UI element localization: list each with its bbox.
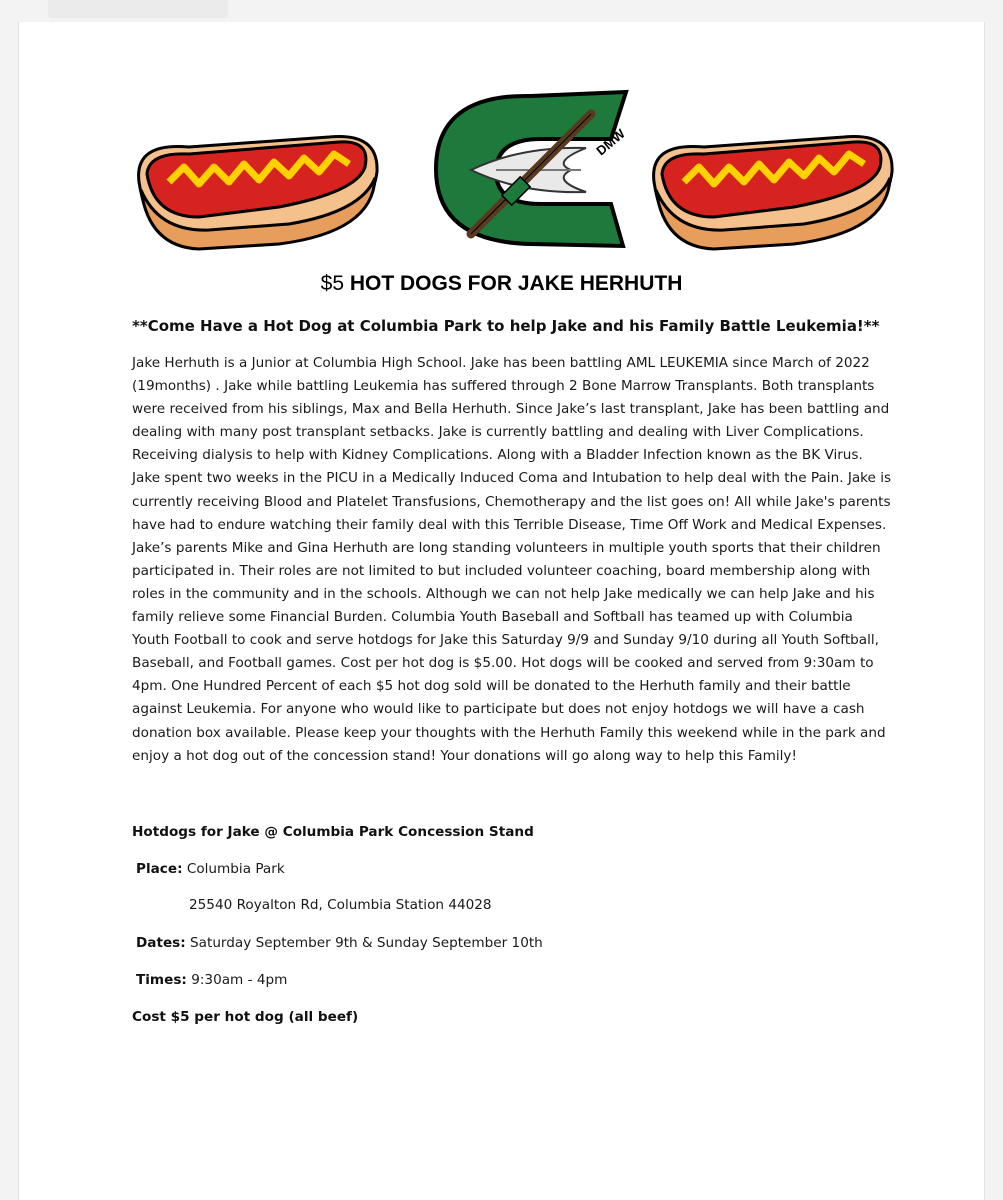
place-line [136,861,285,877]
cost-line: Cost $5 per hot dog (all beef) [132,1009,359,1025]
team-logo [411,84,636,254]
place-address: 25540 Royalton Rd, Columbia Station 44028 [189,897,492,913]
headline-title: HOT DOGS FOR JAKE HERHUTH [349,272,683,295]
flyer-headline [19,272,984,296]
dates-value: Saturday September 9th & Sunday September 10th [190,935,543,951]
logo-letters: DMW [593,125,628,159]
flyer-body-paragraph: Jake Herhuth is a Junior at Columbia High School. Jake has been battling AML LEUKEMIA since March of 2022 (19months) . Jake while battling Leukemia has suffered through 2 Bone Marrow Transplants. Both transplants were received from his siblings, Max and Bella Herhuth. Since Jake’s last transplant, Jake has been battling and dealing with many post transplant setbacks. Jake is currently battling and dealing with Liver Complications. Receiving dialysis to help with Kidney Complications. Along with a Bladder Infection known as the BK Virus. Jake spent two weeks in the PICU in a Medically Induced Coma and Intubation to help deal with the Pain. Jake is currently receiving Blood and Platelet Transfusions, Chemotherapy and the list goes on! All while Jake's parents have had to endure watching their family deal with this Terrible Disease, Time Off Work and Medical Expenses. Jake’s parents Mike and Gina Herhuth are long standing volunteers in multiple youth sports that their children participated in. Their roles are not limited to but included volunteer coaching, board membership along with roles in the community and in the schools. Although we can not help Jake medically we can help Jake and his family relieve some Financial Burden. Columbia Youth Baseball and Softball has teamed up with Columbia Youth Football to cook and serve hotdogs for Jake this Saturday 9/9 and Sunday 9/10 during all Youth Softball, Baseball, and Football games. Cost per hot dog is $5.00. Hot dogs will be cooked and served from 9:30am to 4pm. One Hundred Percent of each $5 hot dog sold will be donated to the Herhuth family and their battle against Leukemia. For anyone who would like to participate but does not enjoy hotdogs we will have a cash donation box available. Please keep your thoughts with the Herhuth Family this weekend while in the park and enjoy a hot dog out of the concession stand! Your donations will go along way to help this Family! [132,355,892,764]
hotdog-illustration-right [644,112,899,262]
hotdog-illustration-left [129,112,384,262]
dates-label: Dates: [136,935,186,951]
top-bar [48,0,228,18]
event-title: Hotdogs for Jake @ Columbia Park Concession Stand [132,824,534,840]
dates-line [136,935,543,951]
times-value: 9:30am - 4pm [191,972,288,988]
flyer-subheading: **Come Have a Hot Dog at Columbia Park to help Jake and his Family Battle Leukemia!** [132,317,880,335]
header-artwork [19,84,984,274]
times-line [136,972,287,988]
place-value: Columbia Park [186,861,285,877]
times-label: Times: [136,972,187,988]
headline-price: $5 [320,272,344,295]
place-label: Place: [136,861,183,877]
flyer-page [18,22,985,1200]
